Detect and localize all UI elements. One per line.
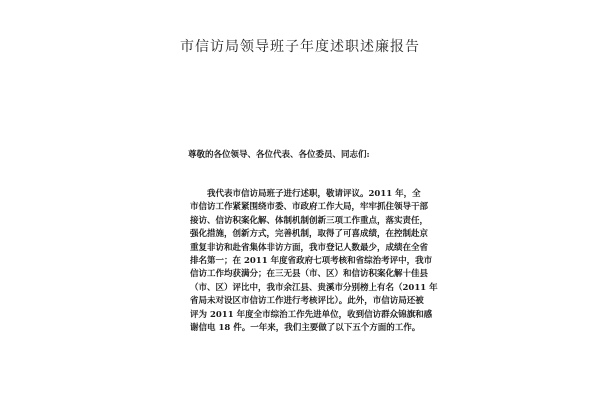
body-line: 信访工作均获满分；在三无县（市、区）和信访积案化解十佳县: [190, 269, 429, 280]
body-line: （市、区）评比中，我市余江县、贵溪市分别榜上有名（2011 年: [190, 282, 438, 293]
body-line: 重复非访和赴省集体非访方面，我市登记人数最少，成绩在全省: [190, 242, 429, 253]
body-line: 强化措施，创新方式，完善机制，取得了可喜成绩，在控制赴京: [190, 229, 429, 240]
body-line: 评为 2011 年度全市综治工作先进单位，收到信访群众锦旗和感: [190, 309, 433, 320]
body-line: 排名第一；在 2011 年度省政府七项考核和省综治考评中，我市: [190, 255, 433, 266]
report-body: [190, 188, 438, 335]
salutation: 尊敬的各位领导、各位代表、各位委员、同志们:: [188, 150, 370, 160]
body-line: 市信访工作紧紧围绕市委、市政府工作大局，牢牢抓住领导干部: [190, 202, 429, 213]
body-line: 接访、信访积案化解、体制机制创新三项工作重点，落实责任，: [190, 215, 429, 226]
body-line: 我代表市信访局班子进行述职，敬请评议。2011 年，全: [207, 189, 421, 199]
page-title: 市信访局领导班子年度述职述廉报告: [180, 39, 420, 55]
body-line: 谢信电 18 件。一年来，我们主要做了以下五个方面的工作。: [190, 322, 421, 333]
body-line: 省局未对设区市信访工作进行考核评比）。此外，市信访局还被: [190, 296, 424, 307]
